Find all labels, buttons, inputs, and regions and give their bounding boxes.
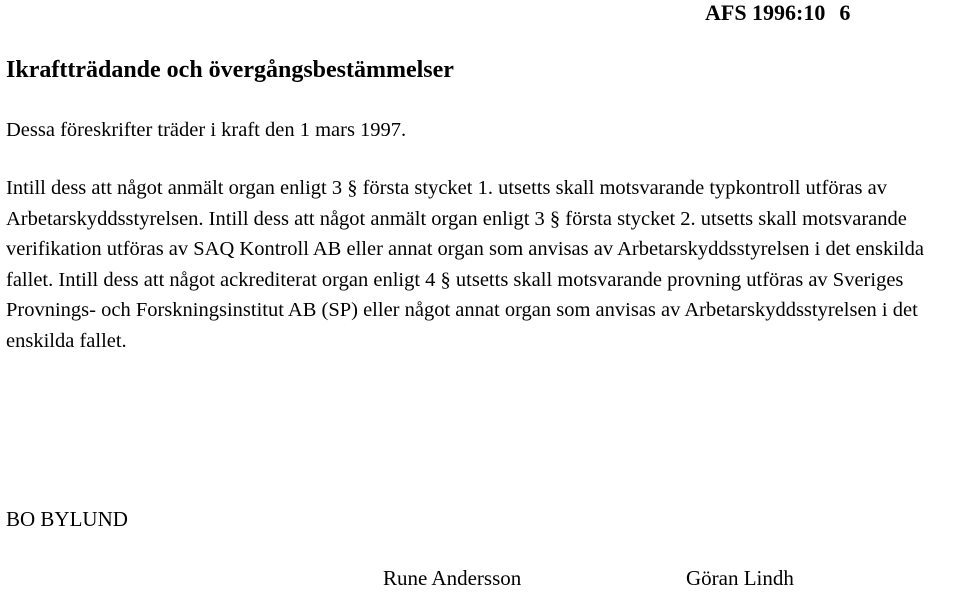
paragraph-effective-date: Dessa föreskrifter träder i kraft den 1 mars 1997.: [6, 119, 407, 141]
document-reference: AFS 1996:10: [705, 0, 826, 25]
signature-main: BO BYLUND: [6, 507, 128, 531]
section-title: Ikraftträdande och övergångsbestämmelser: [6, 57, 454, 83]
paragraph-transitional-provisions: Intill dess att något anmält organ enligt 3 § första stycket 1. utsetts skall motsvarande typkontroll utföras av Arbetarskyddsstyrelsen. Intill dess att något anmält organ enligt 3 § första stycket 2. utsetts skall motsvarande verifikation utföras av SAQ Kontroll AB eller annat organ som anvisas av Arbetarskyddsstyrelsen i det enskilda fallet. Intill dess att något ackrediterat organ enligt 4 § utsetts skall motsvarande provning utföras av Sveriges Provnings- och Forskningsinstitut AB (SP) eller något annat organ som anvisas av Arbetarskyddsstyrelsen i det enskilda fallet.: [6, 177, 924, 352]
page-number: 6: [839, 0, 851, 25]
document-header: [705, 0, 850, 26]
signature-third: Göran Lindh: [686, 566, 794, 590]
signature-second: Rune Andersson: [383, 566, 522, 590]
